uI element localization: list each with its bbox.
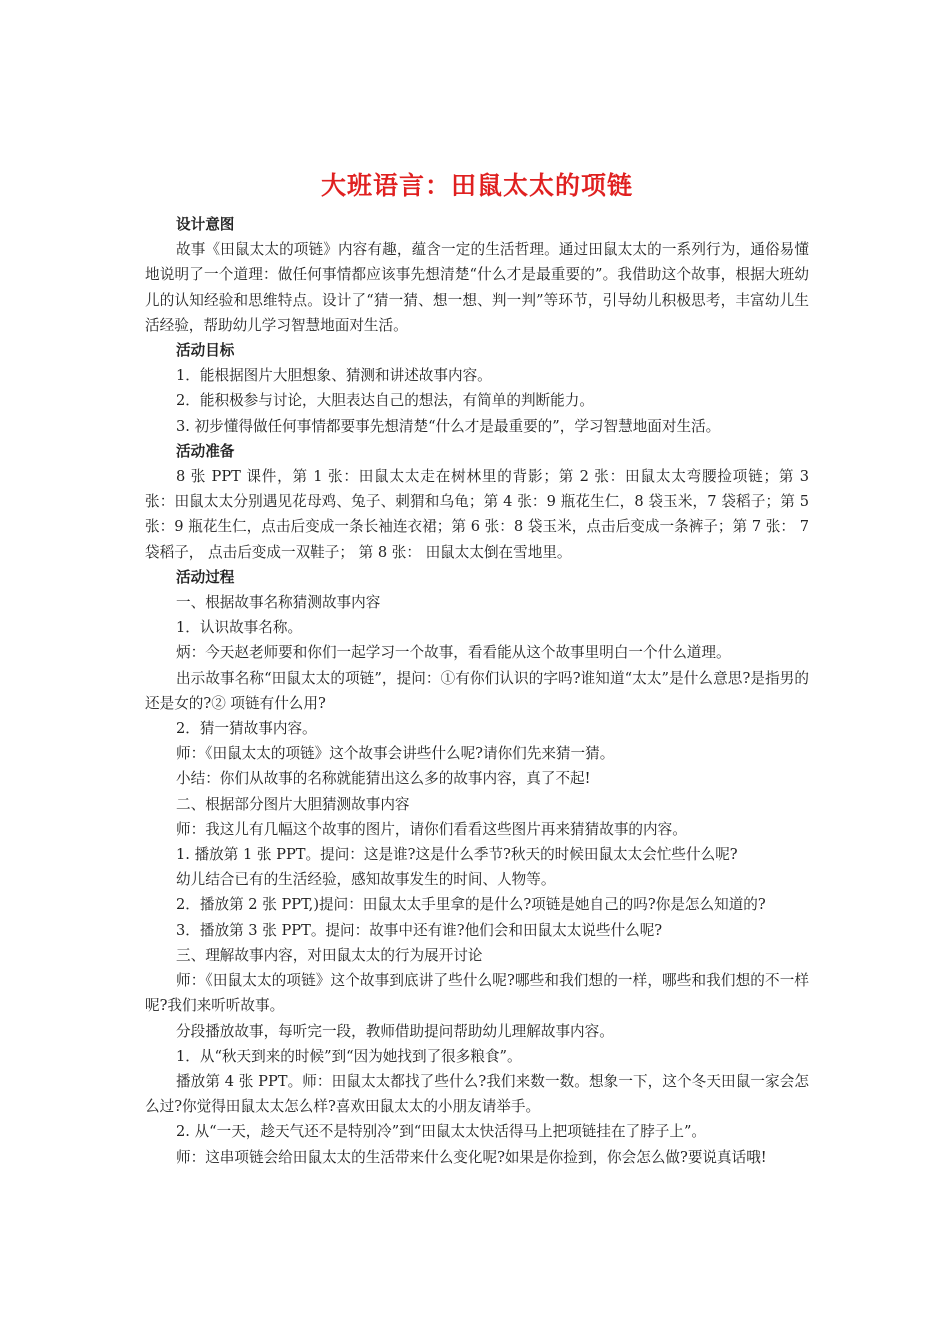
paragraph: 2．播放第 2 张 PPT,)提问：田鼠太太手里拿的是什么?项链是她自己的吗?你是怎么知道的? bbox=[176, 896, 766, 914]
paragraph: 一、根据故事名称猜测故事内容 bbox=[176, 594, 381, 612]
paragraph: 师：《田鼠太太的项链》这个故事到底讲了些什么呢?哪些和我们想的一样，哪些和我们想的不一样呢?我们来听听故事。 bbox=[145, 972, 809, 1015]
paragraph: 师：《田鼠太太的项链》这个故事会讲些什么呢?请你们先来猜一猜。 bbox=[176, 745, 615, 763]
paragraph: 小结：你们从故事的名称就能猜出这么多的故事内容，真了不起! bbox=[176, 770, 591, 788]
paragraph: 师：我这儿有几幅这个故事的图片，请你们看看这些图片再来猜猜故事的内容。 bbox=[176, 820, 687, 838]
paragraph: 3. 初步懂得做任何事情都要事先想清楚“什么才是最重要的”，学习智慧地面对生活。 bbox=[176, 417, 721, 435]
paragraph: 分段播放故事，每听完一段，教师借助提问帮助幼儿理解故事内容。 bbox=[176, 1022, 614, 1040]
section-heading: 活动准备 bbox=[176, 442, 235, 460]
paragraph: 2. 从“一天，趁天气还不是特别冷”到“田鼠太太快活得马上把项链挂在了脖子上”。 bbox=[176, 1123, 707, 1141]
paragraph: 故事《田鼠太太的项链》内容有趣，蕴含一定的生活哲理。通过田鼠太太的一系列行为，通俗易懂地说明了一个道理：做任何事情都应该事先想清楚“什么才是最重要的”。我借助这个故事，根据大班幼儿的认知经验和思维特点。设计了“猜一猜、想一想、判一判”等环节，引导幼儿积极思考，丰富幼儿生活经验，帮助幼儿学习智慧地面对生活。 bbox=[145, 241, 809, 334]
paragraph: 1．从“秋天到来的时候”到“因为她找到了很多粮食”。 bbox=[176, 1047, 522, 1065]
document-page bbox=[145, 168, 809, 1170]
section-goals bbox=[145, 338, 809, 439]
paragraph: 师：这串项链会给田鼠太太的生活带来什么变化呢?如果是你捡到，你会怎么做?要说真话哦! bbox=[176, 1148, 767, 1166]
page-title: 大班语言：田鼠太太的项链 bbox=[320, 171, 633, 200]
paragraph: 出示故事名称“田鼠太太的项链”，提问：①有你们认识的字吗?谁知道“太太”是什么意思?是指男的还是女的?② 项链有什么用? bbox=[145, 669, 809, 712]
paragraph: 1. 播放第 1 张 PPT。提问：这是谁?这是什么季节?秋天的时候田鼠太太会忙些什么呢? bbox=[176, 846, 738, 864]
section-heading: 活动目标 bbox=[176, 342, 235, 360]
paragraph: 3．播放第 3 张 PPT。提问：故事中还有谁?他们会和田鼠太太说些什么呢? bbox=[176, 921, 663, 939]
section-preparation bbox=[145, 439, 809, 565]
paragraph: 2．猜一猜故事内容。 bbox=[176, 720, 317, 738]
paragraph: 三、理解故事内容，对田鼠太太的行为展开讨论 bbox=[176, 946, 483, 964]
paragraph: 幼儿结合已有的生活经验，感知故事发生的时间、人物等。 bbox=[176, 871, 556, 889]
paragraph: 播放第 4 张 PPT。师：田鼠太太都找了些什么?我们来数一数。想象一下，这个冬天田鼠一家会怎么过?你觉得田鼠太太怎么样?喜欢田鼠太太的小朋友请举手。 bbox=[145, 1072, 809, 1116]
section-heading: 设计意图 bbox=[176, 216, 235, 233]
paragraph: 8 张 PPT 课件，第 1 张：田鼠太太走在树林里的背影；第 2 张：田鼠太太弯腰捡项链；第 3 张：田鼠太太分别遇见花母鸡、兔子、刺猬和乌龟；第 4 张：9 瓶花生仁，8 袋玉米，7 袋稻子；第 5 张：9 瓶花生仁，点击后变成一条长袖连衣裙；第 6 张：8 袋玉米，点击后变成一条裤子；第 7 张： 7 袋稻子， 点击后变成一双鞋子； 第 8 张： 田鼠太太倒在雪地里。 bbox=[145, 468, 809, 561]
paragraph: 2．能积极参与讨论，大胆表达自己的想法，有简单的判断能力。 bbox=[176, 392, 594, 410]
section-process bbox=[145, 565, 809, 1170]
section-heading: 活动过程 bbox=[176, 568, 235, 586]
paragraph: 炳：今天赵老师要和你们一起学习一个故事，看看能从这个故事里明白一个什么道理。 bbox=[176, 644, 731, 662]
paragraph: 1．认识故事名称。 bbox=[176, 619, 303, 637]
paragraph: 1．能根据图片大胆想象、猜测和讲述故事内容。 bbox=[176, 367, 492, 385]
section-design-intent bbox=[145, 212, 809, 338]
paragraph: 二、根据部分图片大胆猜测故事内容 bbox=[176, 795, 410, 813]
